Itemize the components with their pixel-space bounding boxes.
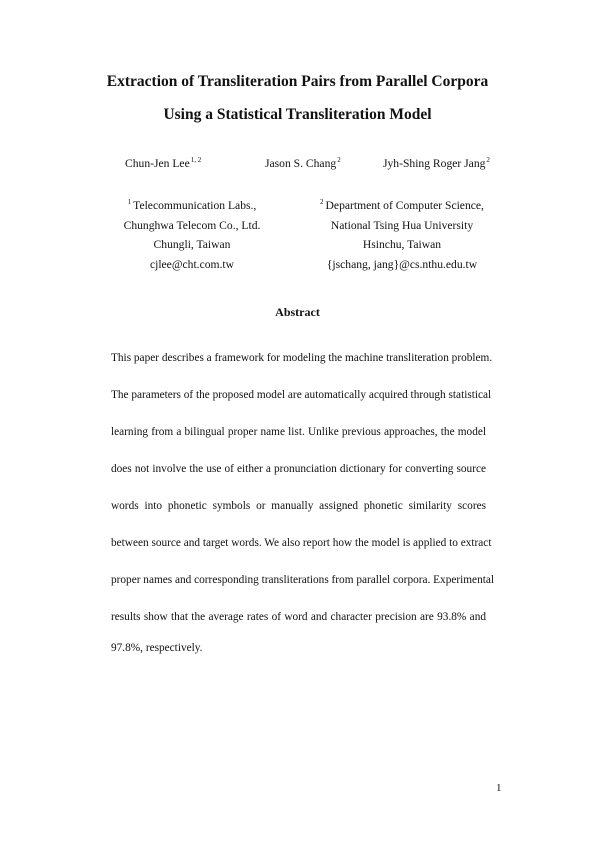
author-2 (265, 156, 341, 170)
affiliation-email: {jschang, jang}@cs.nthu.edu.tw (326, 257, 478, 271)
abstract-line: words into phonetic symbols or manually assigned phonetic similarity scores (111, 500, 486, 512)
abstract-line: The parameters of the proposed model are automatically acquired through statistical (111, 389, 492, 401)
affiliation-organization: Department of Computer Science, (325, 199, 484, 212)
affiliation-mark: 1 (127, 198, 132, 206)
affiliation-organization: Telecommunication Labs., (133, 199, 257, 212)
author-name: Chun-Jen Lee (125, 157, 190, 170)
abstract-line: 97.8%, respectively. (111, 642, 203, 654)
author-3 (383, 156, 490, 170)
author-affiliation-mark: 2 (486, 156, 490, 164)
affiliation-line: Chunghwa Telecom Co., Ltd. (123, 218, 261, 232)
affiliation-line: Chungli, Taiwan (153, 238, 231, 251)
affiliation-line (287, 193, 517, 216)
page-number: 1 (496, 782, 502, 794)
affiliation-email: cjlee@cht.com.tw (149, 257, 235, 271)
abstract-line: does not involve the use of either a pronunciation dictionary for converting source (111, 463, 486, 475)
paper-title-line-1: Extraction of Transliteration Pairs from Parallel Corpora (106, 73, 489, 90)
affiliation-1 (77, 193, 307, 274)
abstract-line: proper names and corresponding transliterations from parallel corpora. Experimental (111, 574, 495, 586)
author-affiliation-mark: 2 (337, 156, 341, 164)
abstract-heading: Abstract (275, 305, 320, 319)
author-affiliation-mark: 1, 2 (190, 156, 202, 164)
affiliation-line: National Tsing Hua University (330, 218, 474, 232)
abstract-line: results show that the average rates of word and character precision are 93.8% and (111, 611, 486, 623)
affiliation-line: Hsinchu, Taiwan (362, 238, 442, 251)
author-name: Jason S. Chang (265, 157, 337, 170)
author-1 (125, 156, 201, 170)
affiliation-2 (287, 193, 517, 274)
affiliation-mark: 2 (320, 198, 324, 206)
abstract-line: This paper describes a framework for modeling the machine transliteration problem. (111, 352, 493, 364)
affiliation-line (77, 193, 307, 216)
abstract-line: between source and target words. We also report how the model is applied to extract (111, 537, 492, 549)
author-name: Jyh-Shing Roger Jang (383, 157, 486, 170)
paper-title-line-2: Using a Statistical Transliteration Model (163, 106, 432, 123)
abstract-line: learning from a bilingual proper name list. Unlike previous approaches, the model (111, 426, 486, 438)
